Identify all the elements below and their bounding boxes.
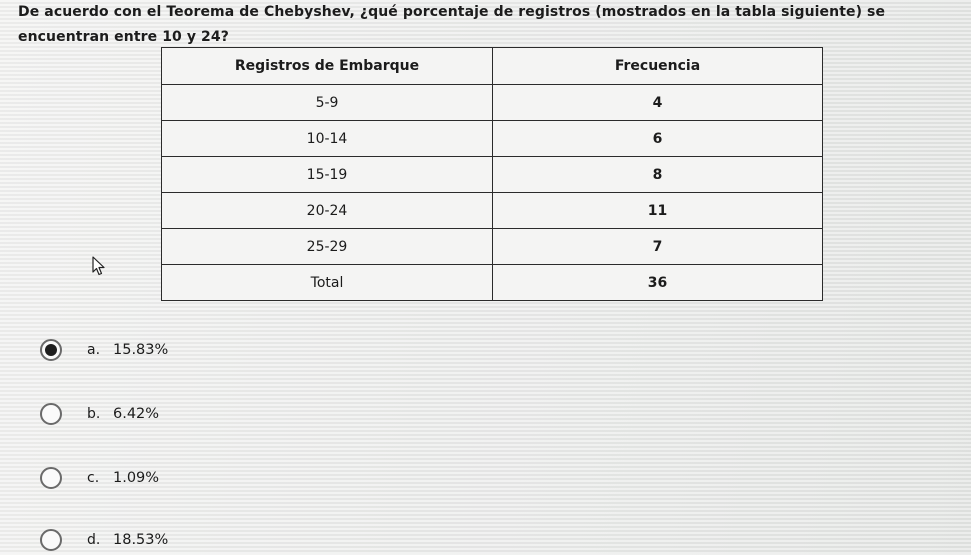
table-cell-frequency: 7 xyxy=(493,229,823,265)
table-cell-frequency: 6 xyxy=(493,121,823,157)
option-letter: c. xyxy=(87,470,100,486)
frequency-table xyxy=(161,47,823,301)
answer-option-c[interactable] xyxy=(40,463,340,493)
table-header-row xyxy=(162,48,823,85)
option-value: 18.53% xyxy=(113,532,169,548)
table-cell-total-label: Total xyxy=(162,265,493,301)
radio-unselected-icon[interactable] xyxy=(40,467,62,489)
option-value: 1.09% xyxy=(113,470,160,486)
answer-option-b[interactable] xyxy=(40,399,340,429)
column-header-registros: Registros de Embarque xyxy=(162,48,493,85)
table-row xyxy=(162,229,823,265)
table-total-row xyxy=(162,265,823,301)
table-cell-frequency: 11 xyxy=(493,193,823,229)
column-header-frecuencia: Frecuencia xyxy=(493,48,823,85)
table-cell-range: 10-14 xyxy=(162,121,493,157)
question-text: De acuerdo con el Teorema de Chebyshev, ¿qué porcentaje de registros (mostrados en la tabla siguiente) se encuentran entre 10 y 24? xyxy=(18,4,886,45)
mouse-pointer-icon xyxy=(92,256,106,276)
table-row xyxy=(162,85,823,121)
table-cell-range: 25-29 xyxy=(162,229,493,265)
table-cell-total-value: 36 xyxy=(493,265,823,301)
table-row xyxy=(162,157,823,193)
option-letter: d. xyxy=(87,532,101,548)
radio-unselected-icon[interactable] xyxy=(40,529,62,551)
table-cell-frequency: 4 xyxy=(493,85,823,121)
table-cell-range: 20-24 xyxy=(162,193,493,229)
radio-unselected-icon[interactable] xyxy=(40,403,62,425)
radio-selected-icon[interactable] xyxy=(40,339,62,361)
option-value: 6.42% xyxy=(113,406,160,422)
table-row xyxy=(162,121,823,157)
option-value: 15.83% xyxy=(113,342,169,358)
answer-option-d[interactable] xyxy=(40,525,340,555)
option-letter: a. xyxy=(87,342,101,358)
option-letter: b. xyxy=(87,406,101,422)
table-cell-range: 5-9 xyxy=(162,85,493,121)
answer-option-a[interactable] xyxy=(40,335,340,365)
table-cell-frequency: 8 xyxy=(493,157,823,193)
table-cell-range: 15-19 xyxy=(162,157,493,193)
table-row xyxy=(162,193,823,229)
